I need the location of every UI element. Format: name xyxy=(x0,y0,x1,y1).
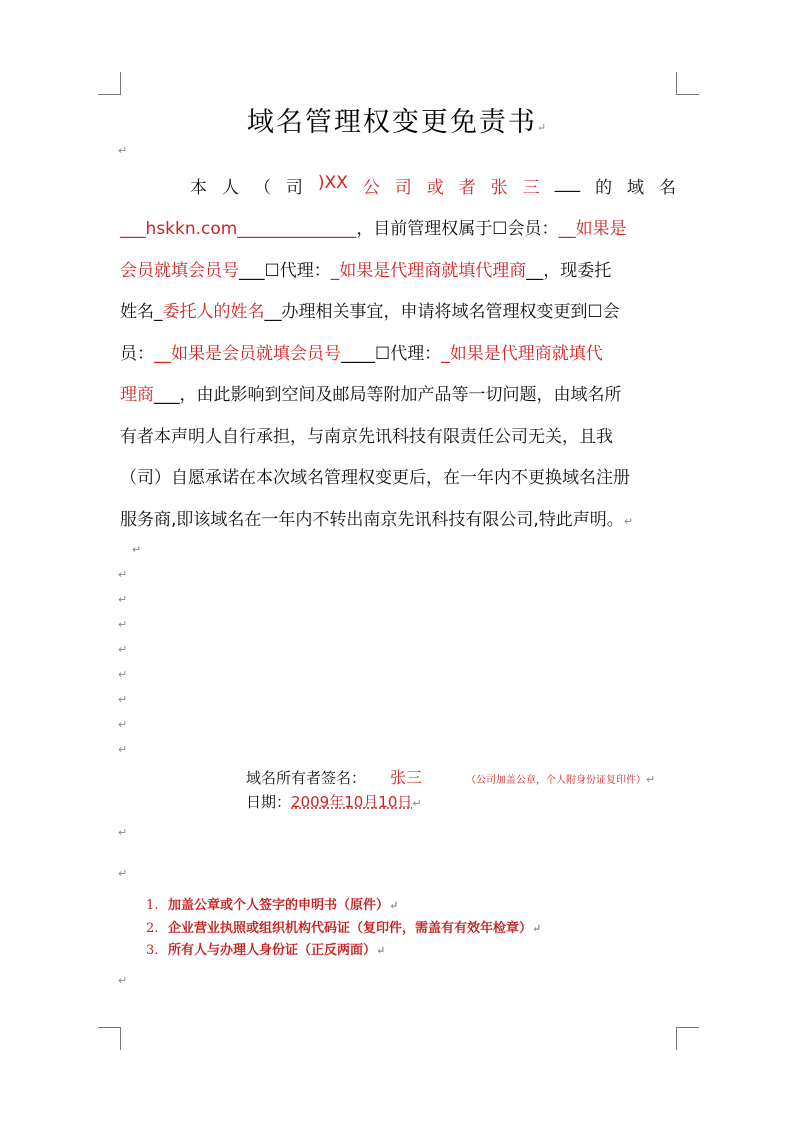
requirement-item xyxy=(146,939,385,958)
list-number: 1. xyxy=(146,898,159,913)
text: 司 xyxy=(285,178,303,198)
text: 人 xyxy=(221,178,239,198)
text: __办理相关事宜，申请将域名管理权变更到☐会 xyxy=(264,302,620,322)
page-corner-bottom-right xyxy=(676,1027,699,1050)
text: ___，由此影响到空间及邮局等附加产品等一切问题，由域名所 xyxy=(154,385,622,405)
text: ___☐代理： xyxy=(239,261,331,281)
text: 或 xyxy=(426,178,444,198)
body-line-7: 有者本声明人自行承担，与南京先讯科技有限责任公司无关，且我 xyxy=(120,427,613,447)
paragraph-mark: ↵ xyxy=(389,899,399,912)
paragraph-mark: ↵ xyxy=(118,974,128,987)
body-line-6 xyxy=(120,380,676,405)
paragraph-mark: ↵ xyxy=(118,593,128,606)
page-corner-top-right xyxy=(676,72,699,95)
body-line-5 xyxy=(120,339,676,364)
document-title xyxy=(0,100,795,139)
requirement-text: 企业营业执照或组织机构代码证（复印件，需盖有有效年检章） xyxy=(168,921,533,936)
body-line-8: （司）自愿承诺在本次域名管理权变更后，在一年内不更换域名注册 xyxy=(120,468,630,488)
signature-note: （公司加盖公章，个人附身份证复印件） xyxy=(466,775,647,786)
paragraph-mark: ↵ xyxy=(118,144,128,157)
text: 的 xyxy=(595,178,613,198)
requirement-item xyxy=(146,917,541,936)
text: 者 xyxy=(458,178,476,198)
text: 公 xyxy=(362,178,380,198)
text: ____☐代理： xyxy=(341,344,442,364)
text: ___ xyxy=(554,173,581,193)
paragraph-mark: ↵ xyxy=(623,515,634,528)
signature-label: 域名所有者签名： xyxy=(246,769,367,787)
paragraph-mark: ↵ xyxy=(118,867,128,880)
date-value: 2009年10月10日 xyxy=(291,793,413,811)
text: __，现委托 xyxy=(526,261,612,281)
paragraph-mark: ↵ xyxy=(536,121,549,134)
text: _如果是代理商就填代 xyxy=(441,344,603,364)
text: ，目前管理权属于☐会员： xyxy=(356,219,559,239)
paragraph-mark: ↵ xyxy=(118,826,128,839)
text: 委托人的姓名 xyxy=(162,302,265,322)
text: 会员就填会员号 xyxy=(120,261,239,281)
paragraph-mark: ↵ xyxy=(646,773,656,786)
text: __如果是 xyxy=(558,219,627,239)
paragraph-mark: ↵ xyxy=(118,568,128,581)
requirement-text: 所有人与办理人身份证（正反两面） xyxy=(168,943,377,958)
text: 服务商,即该域名在一年内不转出南京先讯科技有限公司,特此声明。 xyxy=(120,510,624,530)
text: _如果是代理商就填代理商 xyxy=(330,261,527,281)
body-line-1 xyxy=(190,173,676,198)
paragraph-mark: ↵ xyxy=(118,668,128,681)
domain-value: ___hskkn.com______________ xyxy=(120,219,357,239)
text: 姓名_ xyxy=(120,302,163,322)
text: 员： xyxy=(120,344,154,364)
paragraph-mark: ↵ xyxy=(118,743,128,756)
paragraph-mark: ↵ xyxy=(376,944,386,957)
title-text: 域名管理权变更免责书 xyxy=(246,107,537,138)
text: 理商 xyxy=(120,385,154,405)
text: （ xyxy=(253,178,271,198)
requirement-text: 加盖公章或个人签字的申明书（原件） xyxy=(168,898,390,913)
text: 本 xyxy=(190,178,207,198)
paragraph-mark: ↵ xyxy=(532,922,542,935)
signature-name: 张三 xyxy=(390,768,423,787)
text: 名 xyxy=(659,178,676,198)
text: __如果是会员就填会员号 xyxy=(154,344,341,364)
requirement-item xyxy=(146,894,398,913)
paragraph-mark: ↵ xyxy=(118,693,128,706)
signature-line xyxy=(246,765,655,788)
body-line-4 xyxy=(120,297,676,322)
list-number: 3. xyxy=(146,943,159,958)
paragraph-mark: ↵ xyxy=(118,718,128,731)
date-label: 日期： xyxy=(246,793,292,811)
text: 域 xyxy=(627,178,645,198)
text: )XX xyxy=(317,173,348,193)
paragraph-mark: ↵ xyxy=(412,797,422,810)
paragraph-mark: ↵ xyxy=(132,543,142,556)
body-line-9 xyxy=(120,505,676,530)
paragraph-mark: ↵ xyxy=(118,618,128,631)
body-line-3 xyxy=(120,256,676,281)
text: 司 xyxy=(394,178,412,198)
body-line-2 xyxy=(120,214,676,239)
text: 三 xyxy=(522,178,540,198)
page-corner-bottom-left xyxy=(98,1027,121,1050)
date-line xyxy=(246,791,422,812)
page-corner-top-left xyxy=(98,72,121,95)
list-number: 2. xyxy=(146,921,159,936)
text: 张 xyxy=(490,178,508,198)
paragraph-mark: ↵ xyxy=(118,643,128,656)
